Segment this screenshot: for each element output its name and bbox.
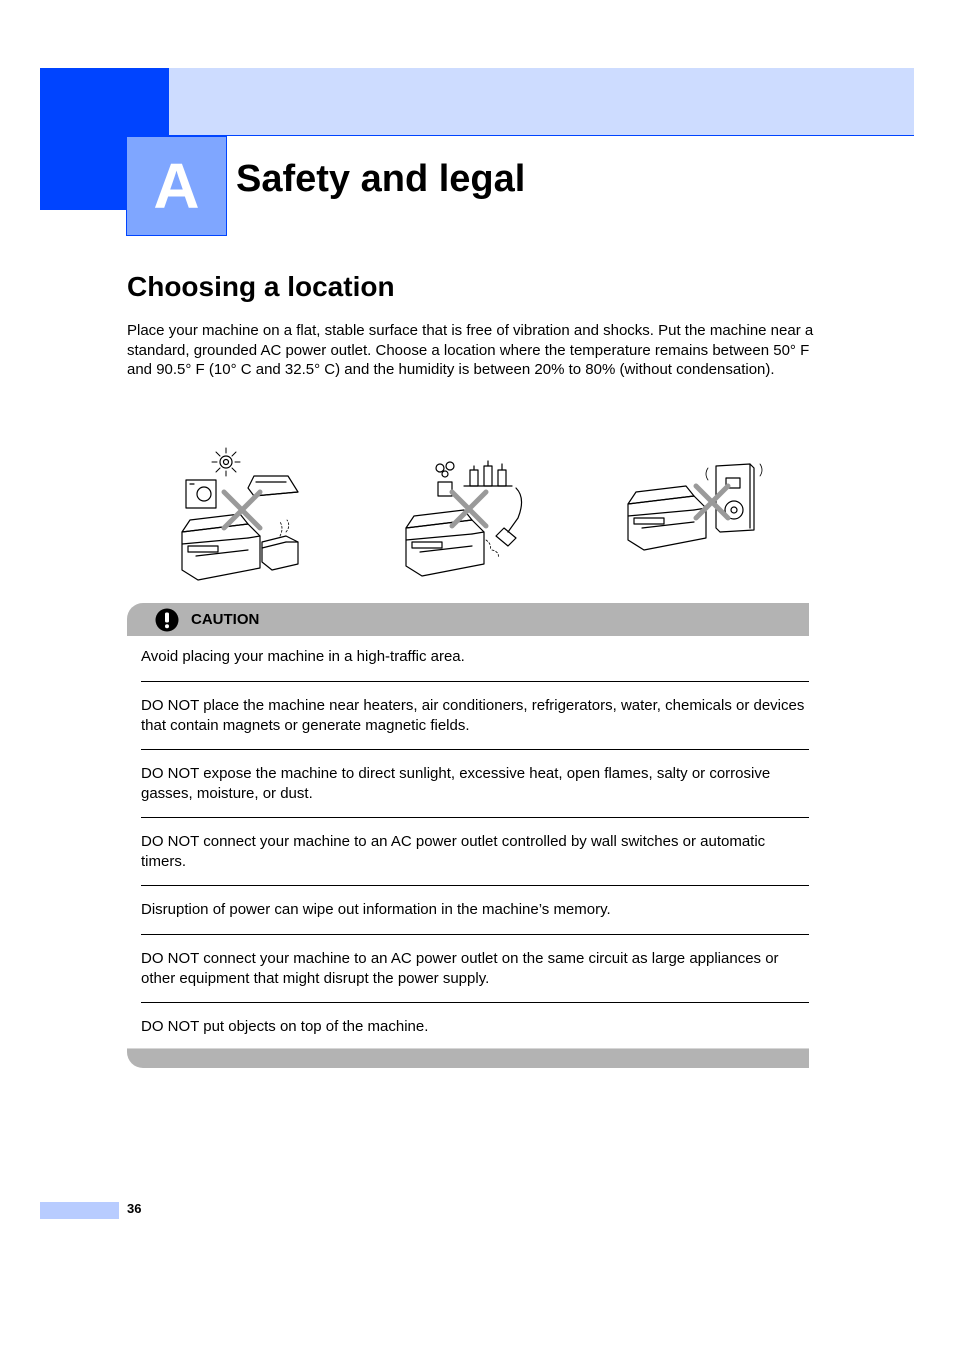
header-band [169,68,914,136]
caution-item: DO NOT connect your machine to an AC power outlet controlled by wall switches or automatic timers. [141,833,766,870]
caution-divider [141,681,809,682]
caution-divider [141,885,809,886]
caution-item: Disruption of power can wipe out information in the machine’s memory. [141,901,611,918]
chapter-title: Safety and legal [236,158,526,200]
caution-divider [141,817,809,818]
caution-item: Avoid placing your machine in a high-traffic area. [141,648,465,665]
caution-footer [127,1048,809,1068]
caution-item: DO NOT put objects on top of the machine. [141,1018,429,1035]
caution-divider [141,934,809,935]
machine-near-speaker-icon [624,458,764,558]
chapter-letter: A [153,150,200,222]
machine-near-chemicals-dust-icon [400,458,540,586]
caution-divider [141,1002,809,1003]
caution-item: DO NOT expose the machine to direct sunlight, excessive heat, open flames, salty or corrosive gasses, moisture, or dust. [141,765,771,802]
intro-paragraph: Place your machine on a flat, stable surface that is free of vibration and shocks. Put the machine near a standard, grounded AC power outlet. Choose a location where the temperature remains between 50° F and 90.5° F (10° C and 32.5° C) and the humidity is between 20% to 80% (without condensation). [127,322,814,378]
header-rule [169,135,914,136]
caution-label: CAUTION [191,611,260,628]
caution-item: DO NOT place the machine near heaters, air conditioners, refrigerators, water, chemicals or devices that contain magnets or generate magnetic fields. [141,697,805,734]
exclamation-icon [155,608,179,632]
page-number: 36 [127,1201,142,1216]
machine-near-heater-sunlight-water-icon [168,444,308,586]
footer-accent-bar [40,1202,119,1219]
section-title: Choosing a location [127,271,395,302]
caution-divider [141,749,809,750]
caution-item: DO NOT connect your machine to an AC power outlet on the same circuit as large appliances or other equipment that might disrupt the power supply. [141,950,779,987]
